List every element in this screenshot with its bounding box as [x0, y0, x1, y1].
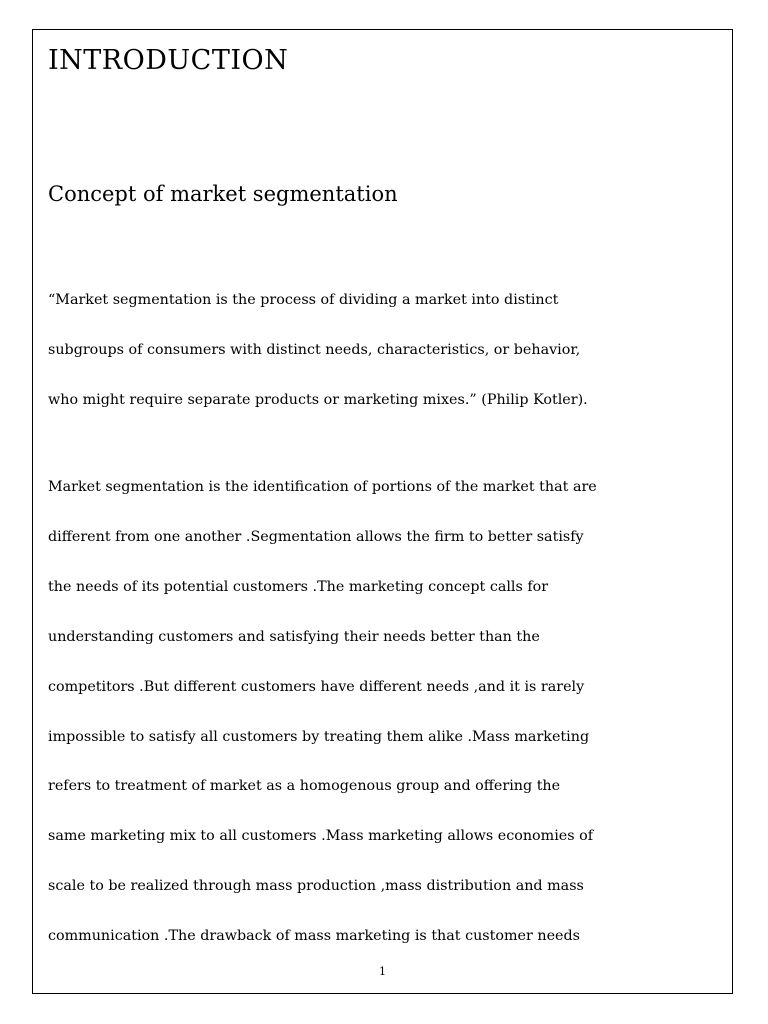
section-heading: Concept of market segmentation [48, 182, 398, 206]
body-line: communication .The drawback of mass marketing is that customer needs [48, 928, 581, 944]
document-title: INTRODUCTION [48, 45, 289, 76]
body-line: different from one another .Segmentation allows the firm to better satisfy [48, 529, 584, 545]
quote-line: “Market segmentation is the process of dividing a market into distinct [48, 292, 559, 308]
quote-line: who might require separate products or marketing mixes.” (Philip Kotler). [48, 392, 588, 408]
body-line: competitors .But different customers have different needs ,and it is rarely [48, 679, 585, 695]
body-line: refers to treatment of market as a homogenous group and offering the [48, 778, 561, 794]
body-line: understanding customers and satisfying their needs better than the [48, 629, 540, 645]
quote-line: subgroups of consumers with distinct needs, characteristics, or behavior, [48, 342, 581, 358]
body-line: the needs of its potential customers .The marketing concept calls for [48, 579, 549, 595]
page-number: 1 [379, 965, 386, 978]
body-line: Market segmentation is the identification of portions of the market that are [48, 479, 597, 495]
body-line: scale to be realized through mass production ,mass distribution and mass [48, 878, 584, 894]
body-line: same marketing mix to all customers .Mass marketing allows economies of [48, 828, 594, 844]
body-line: impossible to satisfy all customers by treating them alike .Mass marketing [48, 729, 590, 745]
document-page [32, 29, 733, 994]
